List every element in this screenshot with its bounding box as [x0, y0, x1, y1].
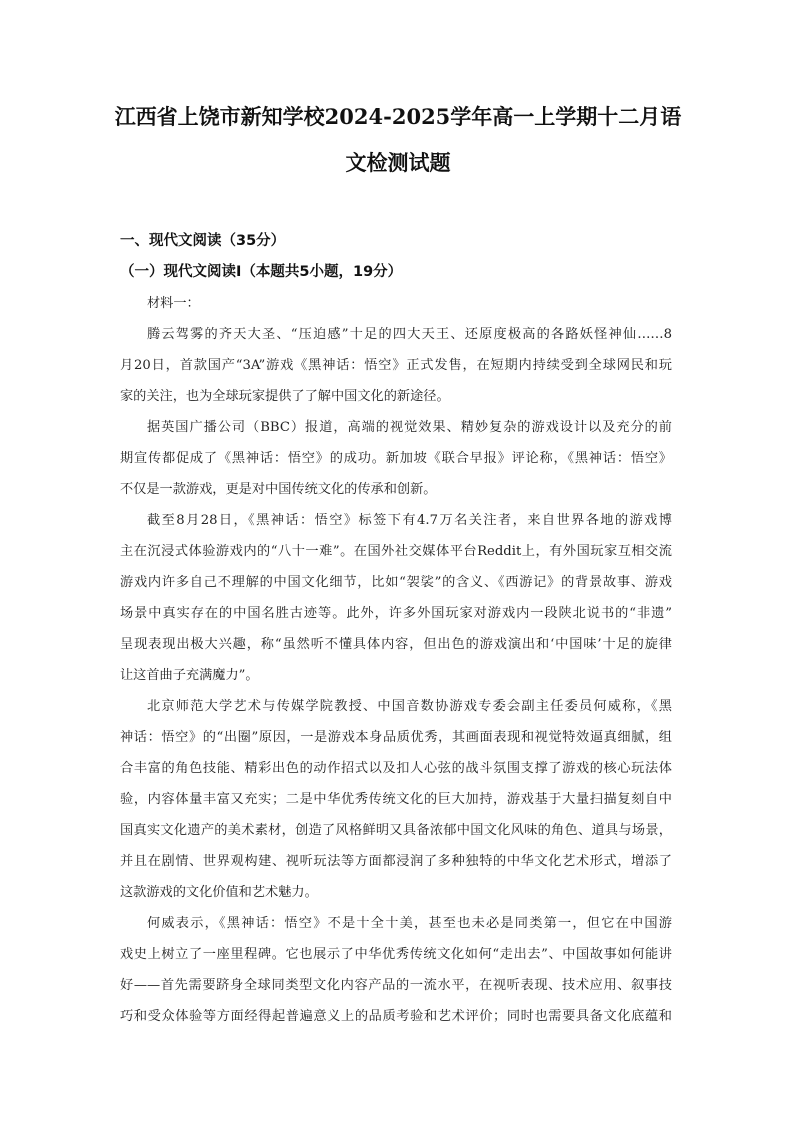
text-line: 据英国广播公司（BBC）报道，高端的视觉效果、精妙复杂的游戏设计以及充分的前 — [147, 420, 672, 435]
text-line: 合丰富的角色技能、精彩出色的动作招式以及扣人心弦的战斗氛围支撑了游戏的核心玩法体 — [120, 761, 672, 776]
text-line: 这款游戏的文化价值和艺术魅力。 — [120, 885, 318, 900]
text-line: 截至8月28日，《黑神话：悟空》标签下有4.7万名关注者，来自世界各地的游戏博 — [147, 513, 672, 528]
text-line: 游戏内许多自己不理解的中国文化细节，比如“袈裟”的含义、《西游记》的背景故事、游戏 — [120, 575, 672, 590]
text-line: 北京师范大学艺术与传媒学院教授、中国音数协游戏专委会副主任委员何威称，《黑 — [147, 699, 672, 714]
text-line: 巧和受众体验等方面经得起普遍意义上的品质考验和艺术评价；同时也需要具备文化底蕴和 — [120, 1009, 672, 1024]
text-line: 让这首曲子充满魔力”。 — [120, 668, 259, 683]
text-line: 主在沉浸式体验游戏内的“八十一难”。在国外社交媒体平台Reddit上，有外国玩家互相交流 — [120, 544, 672, 559]
text-line: 国真实文化遗产的美术素材，创造了风格鲜明又具备浓郁中国文化风味的角色、道具与场景， — [120, 823, 672, 838]
document-title-line-2: 文检测试题 — [345, 150, 451, 175]
text-line: 场景中真实存在的中国名胜古迹等。此外，许多外国玩家对游戏内一段陕北说书的“非遗” — [120, 606, 672, 621]
material-label: 材料一： — [147, 296, 200, 311]
text-line: 月20日，首款国产“3A”游戏《黑神话：悟空》正式发售，在短期内持续受到全球网民和玩 — [120, 358, 672, 373]
text-line: 并且在剧情、世界观构建、视听玩法等方面都浸润了多种独特的中华文化艺术形式，增添了 — [120, 854, 672, 869]
text-line: 戏史上树立了一座里程碑。它也展示了中华优秀传统文化如何“走出去”、中国故事如何能讲 — [120, 947, 672, 962]
text-line: 何威表示，《黑神话：悟空》不是十全十美，甚至也未必是同类第一，但它在中国游 — [147, 916, 672, 931]
text-line: 不仅是一款游戏，更是对中国传统文化的传承和创新。 — [120, 482, 437, 497]
text-line: 腾云驾雾的齐天大圣、“压迫感”十足的四大天王、还原度极高的各路妖怪神仙……8 — [147, 327, 672, 342]
text-line: 家的关注，也为全球玩家提供了了解中国文化的新途径。 — [120, 389, 450, 404]
text-line: 神话：悟空》的“出圈”原因，一是游戏本身品质优秀，其画面表现和视觉特效逼真细腻，组 — [120, 730, 672, 745]
text-line: 验，内容体量丰富又充实；二是中华优秀传统文化的巨大加持，游戏基于大量扫描复刻自中 — [120, 792, 672, 807]
document-title-line-1: 江西省上饶市新知学校2024-2025学年高一上学期十二月语 — [114, 104, 682, 129]
text-line: 期宣传都促成了《黑神话：悟空》的成功。新加坡《联合早报》评论称，《黑神话：悟空》 — [120, 451, 672, 466]
subsection-heading: （一）现代文阅读Ⅰ（本题共5小题，19分） — [120, 264, 403, 280]
section-heading: 一、现代文阅读（35分） — [120, 233, 286, 249]
text-line: 呈现表现出极大兴趣，称“虽然听不懂具体内容，但出色的游戏演出和‘中国味’十足的旋律 — [120, 637, 672, 652]
text-line: 好——首先需要跻身全球同类型文化内容产品的一流水平，在视听表现、技术应用、叙事技 — [120, 978, 672, 993]
